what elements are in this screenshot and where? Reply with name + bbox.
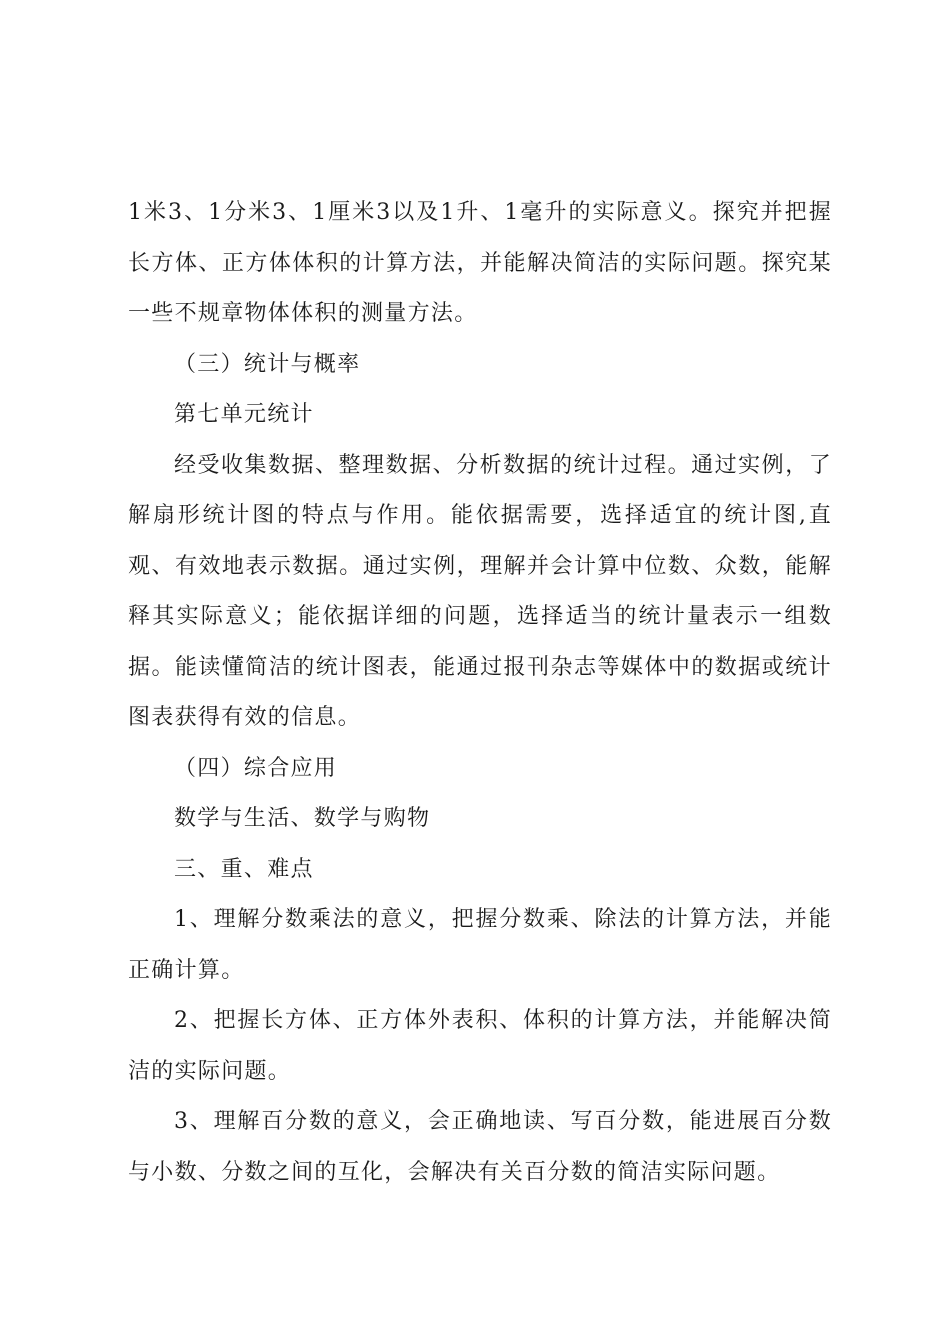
list-item-2: 2、把握长方体、正方体外表积、体积的计算方法，并能解决简洁的实际问题。 [128,1008,832,1084]
heading-unit-seven: 第七单元统计 [174,402,314,427]
list-item-3: 3、理解百分数的意义，会正确地读、写百分数，能进展百分数与小数、分数之间的互化，会解决有关百分数的简洁实际问题。 [128,1109,832,1185]
heading-comprehensive-application: （四）综合应用 [174,755,338,781]
paragraph-volume-units: 1米3、1分米3、1厘米3以及1升、1毫升的实际意义。探究并把握长方体、正方体体积的计算方法，并能解决简洁的实际问题。探究某一些不规章物体体积的测量方法。 [128,200,832,326]
paragraph-math-life: 数学与生活、数学与购物 [174,806,431,831]
paragraph-statistics: 经受收集数据、整理数据、分析数据的统计过程。通过实例，了解扇形统计图的特点与作用。能依据需要，选择适宜的统计图,直观、有效地表示数据。通过实例，理解并会计算中位数、众数，能解释其实际意义；能依据详细的问题，选择适当的统计量表示一组数据。能读懂简洁的统计图表，能通过报刊杂志等媒体中的数据或统计图表获得有效的信息。 [128,452,832,730]
heading-statistics-probability: （三）统计与概率 [174,351,361,377]
document-body [128,188,832,1198]
list-item-1: 1、理解分数乘法的意义，把握分数乘、除法的计算方法，并能正确计算。 [128,907,832,983]
heading-key-points: 三、重、难点 [174,856,314,882]
